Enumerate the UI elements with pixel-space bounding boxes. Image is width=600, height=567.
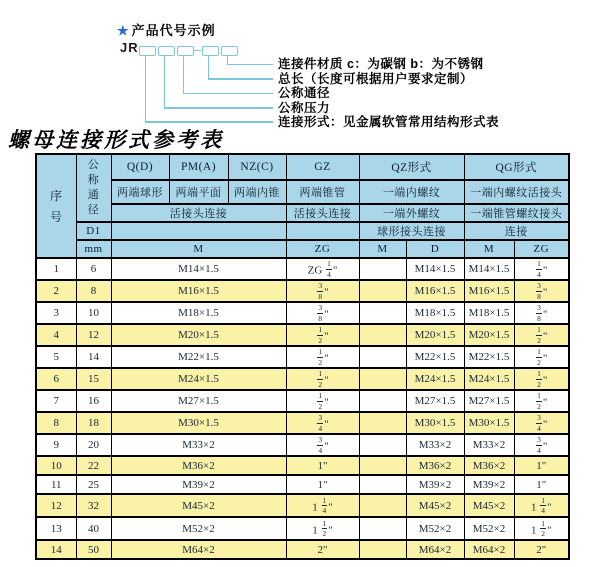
- header-unit-m: M: [111, 240, 286, 258]
- cell-dn: 18: [76, 412, 111, 434]
- cell-dn: 12: [76, 324, 111, 346]
- cell-m: M52×2: [111, 517, 286, 540]
- cell-qg-m: M33×2: [464, 434, 514, 456]
- cell-qg-zg: $\frac{1}{2}$ ": [514, 346, 569, 368]
- cell-qg-m: M45×2: [464, 494, 514, 517]
- header-form-qz: QZ形式: [359, 154, 464, 180]
- label-connection-form: 连接形式：见金属软管常用结构形式表: [278, 115, 500, 129]
- cell-qz-m: [359, 280, 406, 302]
- cell-dn: 25: [76, 475, 111, 494]
- cell-dn: 32: [76, 494, 111, 517]
- table-row: [36, 475, 569, 494]
- cell-seq: 4: [36, 324, 76, 346]
- cell-qz-m: [359, 324, 406, 346]
- cell-gz-zg: $\frac{3}{4}$ ": [286, 412, 359, 434]
- cell-qz-d: M33×2: [406, 434, 464, 456]
- cell-qg-m: M36×2: [464, 456, 514, 475]
- connector-line: [208, 55, 210, 79]
- cell-m: M45×2: [111, 494, 286, 517]
- header-pm-desc: 两端平面: [169, 180, 228, 204]
- label-nominal-pressure: 公称压力: [278, 100, 331, 115]
- cell-qg-zg: $\frac{1}{2}$ ": [514, 368, 569, 390]
- header-q-desc: 两端球形: [111, 180, 169, 204]
- table-row: [36, 517, 569, 540]
- code-box-3: [177, 46, 194, 56]
- cell-m: M30×1.5: [111, 412, 286, 434]
- header-unit-qg-zg: ZG: [514, 240, 569, 258]
- cell-qz-m: [359, 368, 406, 390]
- cell-m: M22×1.5: [111, 346, 286, 368]
- cell-m: M18×1.5: [111, 302, 286, 324]
- header-gz-union-connection: 活接头连接: [286, 204, 359, 222]
- cell-m: M27×1.5: [111, 390, 286, 412]
- cell-qg-zg: $\frac{3}{4}$ ": [514, 434, 569, 456]
- connector-line: [227, 64, 274, 66]
- cell-qz-d: M27×1.5: [406, 390, 464, 412]
- cell-qz-d: M39×2: [406, 475, 464, 494]
- cell-qg-m: M20×1.5: [464, 324, 514, 346]
- label-nominal-diameter: 公称通径: [278, 86, 331, 100]
- cell-qg-m: M22×1.5: [464, 346, 514, 368]
- table-row: [36, 302, 569, 324]
- label-total-length: 总长（长度可根据用户要求定制）: [278, 71, 474, 86]
- cell-qz-d: M30×1.5: [406, 412, 464, 434]
- connector-line: [208, 78, 274, 80]
- cell-qg-m: M52×2: [464, 517, 514, 540]
- cell-seq: 1: [36, 258, 76, 280]
- cell-gz-zg: $\frac{1}{2}$ ": [286, 390, 359, 412]
- cell-gz-zg: $\frac{1}{2}$ ": [286, 368, 359, 390]
- table-row: [36, 368, 569, 390]
- cell-gz-zg: ZG $\frac{1}{4}$ ": [286, 258, 359, 280]
- cell-qg-m: M24×1.5: [464, 368, 514, 390]
- star-icon: ★: [117, 23, 130, 38]
- header-form-q: Q(D): [111, 154, 169, 180]
- cell-qz-d: M52×2: [406, 517, 464, 540]
- connector-line: [145, 55, 147, 122]
- table-row: [36, 324, 569, 346]
- cell-qz-d: M18×1.5: [406, 302, 464, 324]
- cell-qz-m: [359, 258, 406, 280]
- cell-qz-d: M22×1.5: [406, 346, 464, 368]
- cell-qg-zg: 1": [514, 475, 569, 494]
- connector-line: [183, 93, 274, 95]
- cell-qg-m: M18×1.5: [464, 302, 514, 324]
- table-row: [36, 258, 569, 280]
- cell-seq: 13: [36, 517, 76, 540]
- cell-qg-zg: 1 $\frac{1}{2}$ ": [514, 517, 569, 540]
- table-row: [36, 346, 569, 368]
- cell-qz-d: M64×2: [406, 540, 464, 559]
- code-box-4: [202, 46, 219, 56]
- header-form-pm: PM(A): [169, 154, 228, 180]
- cell-qz-d: M16×1.5: [406, 280, 464, 302]
- header-union-connection: 活接头连接: [111, 204, 286, 222]
- header-qz-ball-joint-connection: 球形接头连接: [359, 222, 464, 240]
- cell-qg-zg: 1": [514, 456, 569, 475]
- cell-qg-zg: $\frac{3}{8}$ ": [514, 280, 569, 302]
- cell-qz-d: M36×2: [406, 456, 464, 475]
- cell-qz-m: [359, 517, 406, 540]
- cell-qg-zg: 2": [514, 540, 569, 559]
- cell-gz-zg: $\frac{3}{8}$ ": [286, 280, 359, 302]
- cell-m: M16×1.5: [111, 280, 286, 302]
- cell-dn: 40: [76, 517, 111, 540]
- code-prefix: JR: [120, 40, 139, 55]
- cell-gz-zg: $\frac{3}{4}$ ": [286, 434, 359, 456]
- cell-qg-m: M30×1.5: [464, 412, 514, 434]
- cell-seq: 12: [36, 494, 76, 517]
- cell-qg-zg: $\frac{3}{4}$ ": [514, 412, 569, 434]
- cell-qg-m: M27×1.5: [464, 390, 514, 412]
- header-qz-outer-thread: 一端外螺纹: [359, 204, 464, 222]
- cell-gz-zg: 1": [286, 475, 359, 494]
- cell-qg-m: M64×2: [464, 540, 514, 559]
- table-row: [36, 540, 569, 559]
- code-box-5: [221, 46, 238, 56]
- cell-dn: 22: [76, 456, 111, 475]
- cell-qg-m: M16×1.5: [464, 280, 514, 302]
- table-row: [36, 494, 569, 517]
- table-row: [36, 390, 569, 412]
- code-dash: [193, 50, 201, 52]
- cell-qz-m: [359, 456, 406, 475]
- cell-qg-m: M14×1.5: [464, 258, 514, 280]
- cell-dn: 15: [76, 368, 111, 390]
- header-blank: [111, 222, 286, 240]
- cell-qz-d: M24×1.5: [406, 368, 464, 390]
- cell-qz-m: [359, 475, 406, 494]
- header-nz-desc: 两端内锥: [228, 180, 286, 204]
- header-unit-mm: mm: [76, 240, 111, 258]
- cell-qz-m: [359, 434, 406, 456]
- cell-m: M14×1.5: [111, 258, 286, 280]
- cell-seq: 8: [36, 412, 76, 434]
- connector-line: [145, 121, 274, 123]
- cell-m: M20×1.5: [111, 324, 286, 346]
- cell-seq: 10: [36, 456, 76, 475]
- cell-qg-zg: 1 $\frac{1}{4}$ ": [514, 494, 569, 517]
- cell-seq: 11: [36, 475, 76, 494]
- cell-qg-zg: $\frac{3}{8}$ ": [514, 302, 569, 324]
- cell-seq: 2: [36, 280, 76, 302]
- code-box-2: [158, 46, 175, 56]
- table-row: [36, 434, 569, 456]
- cell-seq: 14: [36, 540, 76, 559]
- header-unit-qz-d: D: [406, 240, 464, 258]
- cell-m: M64×2: [111, 540, 286, 559]
- header-d1: D1: [76, 222, 111, 240]
- cell-seq: 5: [36, 346, 76, 368]
- table-row: [36, 412, 569, 434]
- cell-dn: 10: [76, 302, 111, 324]
- cell-seq: 3: [36, 302, 76, 324]
- cell-dn: 50: [76, 540, 111, 559]
- cell-gz-zg: 2": [286, 540, 359, 559]
- cell-dn: 6: [76, 258, 111, 280]
- cell-qz-d: M20×1.5: [406, 324, 464, 346]
- table-row: [36, 280, 569, 302]
- cell-seq: 7: [36, 390, 76, 412]
- cell-qz-m: [359, 346, 406, 368]
- cell-qz-m: [359, 494, 406, 517]
- header-seq: 序 号: [36, 154, 76, 258]
- header-unit-zg: ZG: [286, 240, 359, 258]
- header-qg-inner-thread: 一端内螺纹活接头: [464, 180, 569, 204]
- nut-connection-table: [35, 153, 570, 560]
- header-gz-desc: 两端锥管: [286, 180, 359, 204]
- connector-line: [183, 55, 185, 94]
- header-unit-qz-m: M: [359, 240, 406, 258]
- label-connector-material: 连接件材质 c：为碳钢 b：为不锈钢: [278, 57, 484, 71]
- header-qz-inner-thread: 一端内螺纹: [359, 180, 464, 204]
- connector-line: [164, 107, 274, 109]
- cell-qz-m: [359, 390, 406, 412]
- cell-gz-zg: $\frac{1}{2}$ ": [286, 346, 359, 368]
- header-form-nz: NZ(C): [228, 154, 286, 180]
- cell-gz-zg: $\frac{3}{8}$ ": [286, 302, 359, 324]
- header-form-gz: GZ: [286, 154, 359, 180]
- cell-dn: 20: [76, 434, 111, 456]
- cell-m: M39×2: [111, 475, 286, 494]
- connector-line: [164, 55, 166, 108]
- cell-dn: 8: [76, 280, 111, 302]
- header-qg-connection: 连接: [464, 222, 569, 240]
- cell-qg-m: M39×2: [464, 475, 514, 494]
- cell-qg-zg: $\frac{1}{2}$ ": [514, 390, 569, 412]
- page-title: 螺母连接形式参考表: [8, 128, 224, 152]
- table-row: [36, 456, 569, 475]
- header-form-qg: QG形式: [464, 154, 569, 180]
- header-nominal-diameter: 公 称 通 径: [76, 154, 111, 222]
- cell-qg-zg: $\frac{1}{2}$ ": [514, 324, 569, 346]
- cell-qg-zg: $\frac{1}{4}$ ": [514, 258, 569, 280]
- cell-gz-zg: 1": [286, 456, 359, 475]
- cell-gz-zg: $\frac{1}{2}$ ": [286, 324, 359, 346]
- cell-qz-m: [359, 412, 406, 434]
- cell-m: M36×2: [111, 456, 286, 475]
- header-unit-qg-m: M: [464, 240, 514, 258]
- cell-m: M33×2: [111, 434, 286, 456]
- cell-m: M24×1.5: [111, 368, 286, 390]
- table-body: [36, 258, 569, 559]
- header-qg-taper-thread: 一端锥管螺纹接头: [464, 204, 569, 222]
- cell-dn: 16: [76, 390, 111, 412]
- code-box-1: [139, 46, 156, 56]
- cell-seq: 9: [36, 434, 76, 456]
- header-blank: [286, 222, 359, 240]
- cell-qz-m: [359, 302, 406, 324]
- cell-qz-d: M45×2: [406, 494, 464, 517]
- cell-gz-zg: 1 $\frac{1}{2}$ ": [286, 517, 359, 540]
- cell-qz-d: M14×1.5: [406, 258, 464, 280]
- cell-seq: 6: [36, 368, 76, 390]
- cell-qz-m: [359, 540, 406, 559]
- cell-gz-zg: 1 $\frac{1}{4}$ ": [286, 494, 359, 517]
- product-code-example-heading: [117, 20, 216, 39]
- cell-dn: 14: [76, 346, 111, 368]
- product-code-example-label: 产品代号示例: [131, 23, 216, 38]
